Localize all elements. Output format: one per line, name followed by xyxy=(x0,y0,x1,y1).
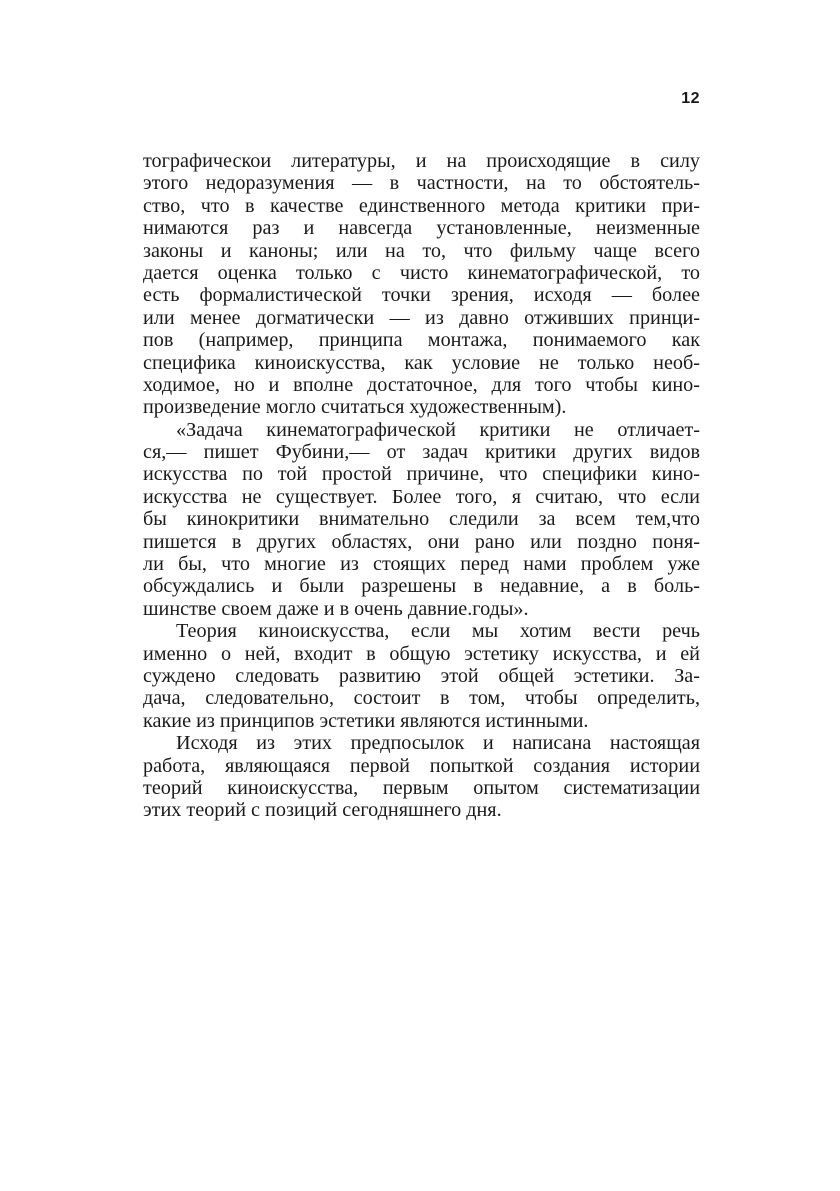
text-line: пов (например, принципа монтажа, понимаемого как xyxy=(143,329,700,352)
text-line: работа, являющаяся первой попыткой создания истории xyxy=(143,754,700,777)
text-line: пишется в других областях, они рано или поздно поня- xyxy=(143,530,700,553)
paragraph xyxy=(143,419,700,621)
text-line: ли бы, что многие из стоящих перед нами проблем уже xyxy=(143,553,700,576)
text-line: искусства не существует. Более того, я считаю, что если xyxy=(143,485,700,508)
text-line: этих теорий с позиций сегодняшнего дня. xyxy=(143,799,502,822)
text-line: тографическои литературы, и на происходящие в силу xyxy=(143,150,700,172)
text-line: дача, следовательно, состоит в том, чтобы определить, xyxy=(143,687,700,710)
text-line: или менее догматически — из давно отживших принци- xyxy=(143,306,700,329)
text-line: законы и каноны; или на то, что фильму чаще всего xyxy=(143,239,700,262)
paragraph xyxy=(143,732,700,822)
text-line: именно о ней, входит в общую эстетику искусства, и ей xyxy=(143,642,700,665)
text-line: Теория киноискусства, если мы хотим вести речь xyxy=(176,620,700,643)
text-line: теорий киноискусства, первым опытом систематизации xyxy=(143,776,700,799)
text-line: Исходя из этих предпосылок и написана настоящая xyxy=(176,732,700,755)
text-line: ся,— пишет Фубини,— от задач критики других видов xyxy=(143,441,700,464)
text-line: произведение могло считаться художественным). xyxy=(143,396,567,419)
text-line: какие из принципов эстетики являются истинными. xyxy=(143,709,589,732)
paragraph xyxy=(143,150,700,419)
text-line: специфика киноискусства, как условие не только необ- xyxy=(143,351,700,374)
body-text xyxy=(143,150,700,822)
text-line: искусства по той простой причине, что специфики кино- xyxy=(143,463,700,486)
text-line: суждено следовать развитию этой общей эстетики. За- xyxy=(143,664,700,687)
paragraph xyxy=(143,620,700,732)
text-line: этого недоразумения — в частности, на то обстоятель- xyxy=(143,172,700,195)
text-line: дается оценка только с чисто кинематографической, то xyxy=(143,261,700,284)
text-line: ство, что в качестве единственного метода критики при- xyxy=(143,194,700,217)
text-line: бы кинокритики внимательно следили за всем тем,что xyxy=(143,508,700,531)
text-line: нимаются раз и навсегда установленные, неизменные xyxy=(143,217,700,240)
text-line: шинстве своем даже и в очень давние.годы». xyxy=(143,597,529,620)
text-line: есть формалистической точки зрения, исходя — более xyxy=(143,284,700,307)
text-line: ходимое, но и вполне достаточное, для того чтобы кино- xyxy=(143,373,700,396)
page-number: 12 xyxy=(681,90,700,107)
text-line: обсуждались и были разрешены в недавние, а в боль- xyxy=(143,575,700,598)
text-line: «Задача кинематографической критики не отличает- xyxy=(176,418,700,441)
